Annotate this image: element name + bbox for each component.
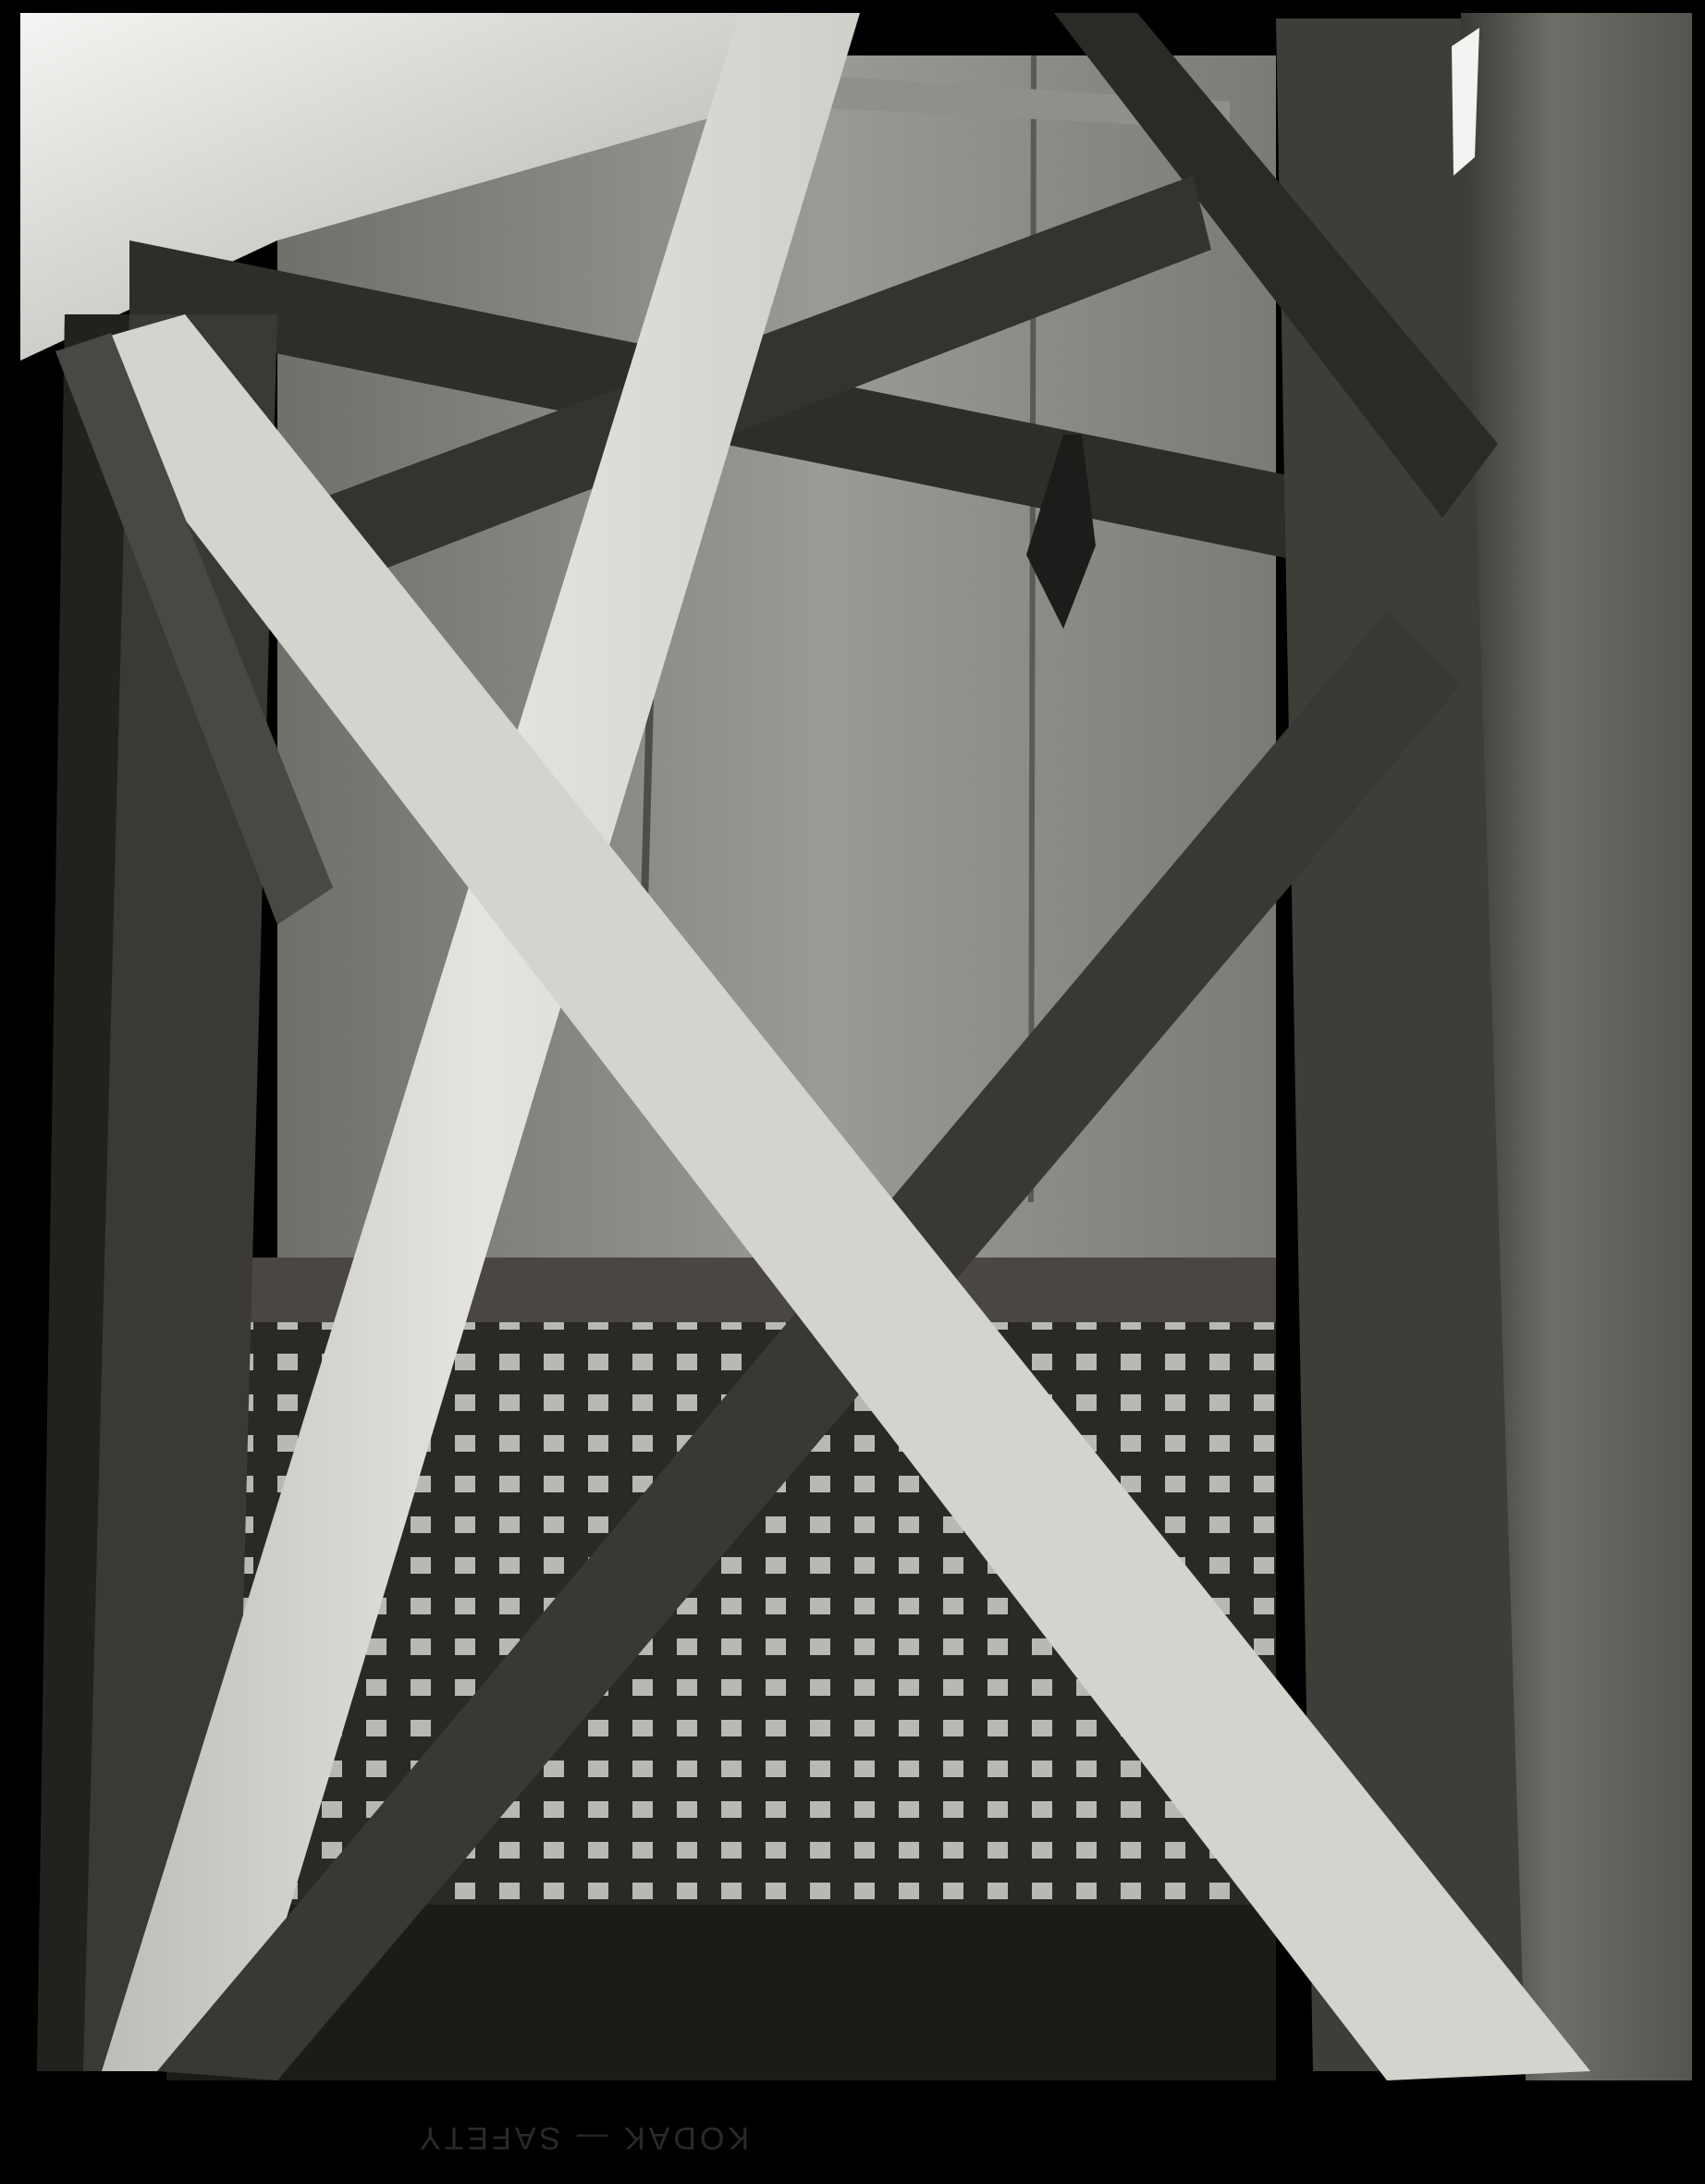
film-edge-print: KODAK — SAFETY [415,2120,750,2155]
panel-seam [1031,55,1034,1202]
